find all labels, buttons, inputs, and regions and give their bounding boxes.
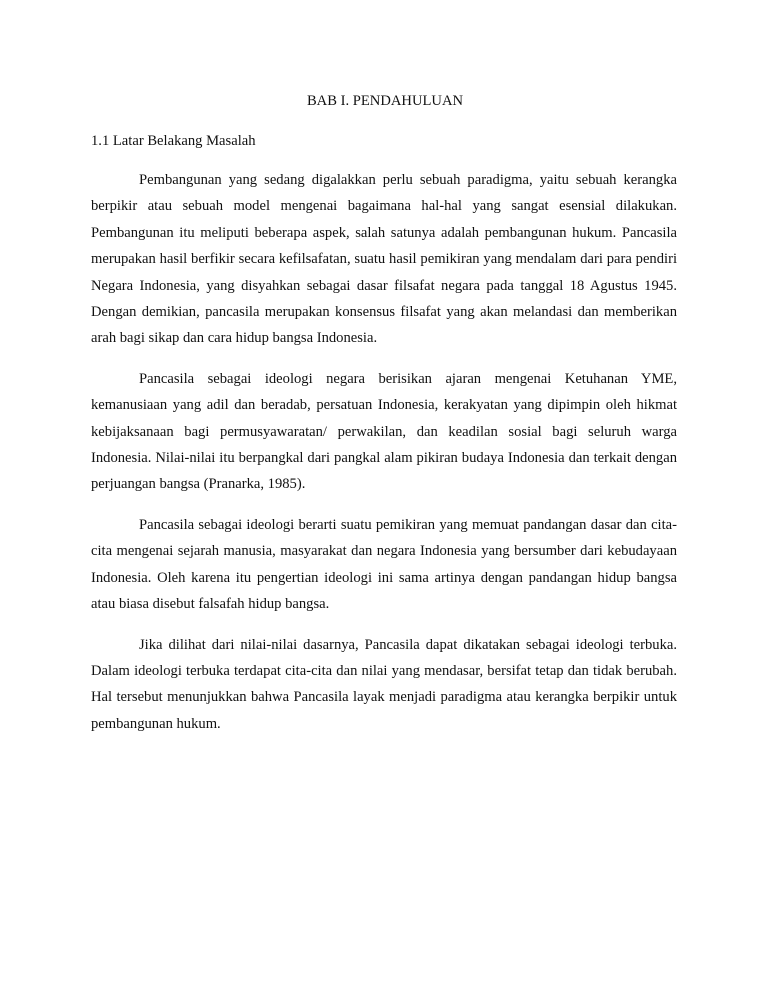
document-content: [91, 88, 677, 737]
paragraph-1: Pembangunan yang sedang digalakkan perlu sebuah paradigma, yaitu sebuah kerangka berpikir atau sebuah model mengenai bagaimana hal-hal yang sangat esensial dilakukan. Pembangunan itu meliputi beberapa aspek, salah satunya adalah pembangunan hukum. Pancasila merupakan hasil berfikir secara kefilsafatan, suatu hasil pemikiran yang mendalam dari para pendiri Negara Indonesia, yang disyahkan sebagai dasar filsafat negara pada tanggal 18 Agustus 1945. Dengan demikian, pancasila merupakan konsensus filsafat yang akan melandasi dan memberikan arah bagi sikap dan cara hidup bangsa Indonesia.: [91, 172, 677, 347]
section-title: 1.1 Latar Belakang Masalah: [91, 133, 256, 149]
paragraph-4: Jika dilihat dari nilai-nilai dasarnya, Pancasila dapat dikatakan sebagai ideologi terbuka. Dalam ideologi terbuka terdapat cita-cita dan nilai yang mendasar, bersifat tetap dan tidak berubah. Hal tersebut menunjukkan bahwa Pancasila layak menjadi paradigma atau kerangka berpikir untuk pembangunan hukum.: [91, 636, 677, 732]
chapter-title: BAB I. PENDAHULUAN: [306, 93, 464, 109]
paragraph-3: Pancasila sebagai ideologi berarti suatu pemikiran yang memuat pandangan dasar dan cita-cita mengenai sejarah manusia, masyarakat dan negara Indonesia yang bersumber dari kebudayaan Indonesia. Oleh karena itu pengertian ideologi ini sama artinya dengan pandangan hidup bangsa atau biasa disebut falsafah hidup bangsa.: [91, 516, 677, 613]
paragraph-2: Pancasila sebagai ideologi negara berisikan ajaran mengenai Ketuhanan YME, kemanusiaan yang adil dan beradab, persatuan Indonesia, kerakyatan yang dipimpin oleh hikmat kebijaksanaan bagi permusyawaratan/ perwakilan, dan keadilan sosial bagi seluruh warga Indonesia. Nilai-nilai itu berpangkal dari pangkal alam pikiran budaya Indonesia dan terkait dengan perjuangan bangsa (Pranarka, 1985).: [91, 370, 677, 493]
